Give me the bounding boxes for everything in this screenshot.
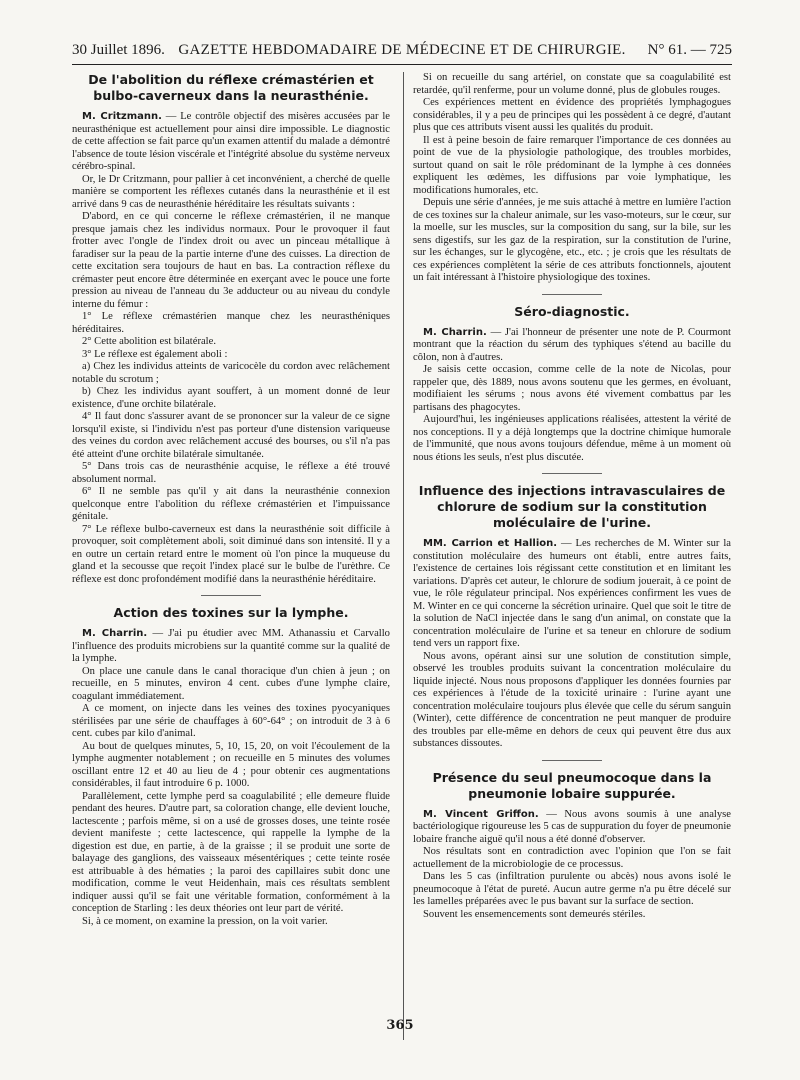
article-title-pneumocoque: Présence du seul pneumocoque dans la pneumonie lobaire suppurée. [432,769,712,801]
article-paragraph: Ces expériences mettent en évidence des propriétés lymphagogues considérables, il y a peu de principes qui les possèdent à ce degré, d'autant plus que ces attributs visent aussi les qualités du produit. [413,97,731,133]
author-name: MM. Carrion et Hallion. [423,538,558,549]
section-rule [542,760,602,761]
article-paragraph: a) Chez les individus atteints de varicocèle du cordon avec relâchement notable du scrotum ; [72,361,390,385]
article-paragraph: MM. Carrion et Hallion. — Les recherches de M. Winter sur la constitution moléculaire des humeurs ont établi, entre autres faits, l'existence de certaines lois régissant cette constitution et en limitant les variations. D'après cet auteur, le chlorure de sodium jouerait, à ce point de vue, le rôle régulateur principal. Nos expériences confirment les vues de M. Winter en ce qui concerne la sécrétion urinaire. Quel que soit le titre de la solution de NaCl injectée dans le sang d'un animal, on constate que la concentration moléculaire de l'urine et sa teneur en chlorure de sodium tend vers un rapport fixe. [413,538,732,649]
article-paragraph: 7° Le réflexe bulbo-caverneux est dans la neurasthénie soit difficile à provoquer, soit complètement aboli, soit diminué dans son intensité. Il y a en outre un certain retard entre le moment où l'on pince la muqueuse du gland et la secousse que reçoit l'index placé sur le bulbe de l'urèthre. Ce réflexe est donc profondément modifié dans la neurasthénie héréditaire. [72,523,390,585]
article-paragraph: Au bout de quelques minutes, 5, 10, 15, 20, on voit l'écoulement de la lymphe augmenter notablement ; on recueille en 5 minutes des volumes oscillant entre 12 et 40 au lieu de 4 ; pour obtenir ces augmentations considérables, il faut introduire 6 p. 1000. [72,740,390,789]
article-title-reflexe: De l'abolition du réflexe crémastérien et bulbo-caverneux dans la neurasthénie. [88,72,374,103]
article-paragraph: M. Critzmann. — Le contrôle objectif des misères accusées par le neurasthénique est actuellement pour ainsi dire impossible. Le diagnostic de cette affection se fait parce qu'un examen attentif du malade a démontré l'absence de toute lésion viscérale et l'intégrité absolue du système nerveux cérébro-spinal. [72,111,390,172]
section-rule [201,595,261,596]
column-divider [403,72,404,1040]
article-paragraph: Parallèlement, cette lymphe perd sa coagulabilité ; elle demeure fluide pendant des heures. D'autre part, sa coloration change, elle devient louche, lactescente ; parfois même, si on a usé de grosses doses, une teinte rosée devient manifeste ; cette lactescence, qui rappelle la lymphe de la digestion est due, en partie, à de la graisse ; il se produit une sorte de balayage des ganglions, des vaisseaux mésentériques ; cette teinte rosée est attribuable à des hématies ; la paroi des capillaires subit donc une modification, comme le veut Heidenhain, mais ces résultats semblent indiquer aussi qu'il se fait une véritable formation, conformément à la conception de Starling : les deux théories ont leur part de vérité. [72,790,390,914]
article-title-toxines: Action des toxines sur la lymphe. [113,605,349,620]
article-paragraph: Or, le Dr Critzmann, pour pallier à cet inconvénient, a cherché de quelle manière se comportent les réflexes cutanés dans la neurasthénie et il est arrivé dans 9 cas de neurasthénie héréditaire les résultats suivants : [72,173,390,210]
article-paragraph: D'abord, en ce qui concerne le réflexe crémastérien, il ne manque presque jamais chez les individus normaux. Pour le provoquer il faut frotter avec l'ongle de l'index droit ou avec un pinceau métallique à faradiser sur la peau de la partie interne d'une des cuisses. La direction de cette excitation sera toujours de haut en bas. La contraction réflexe du crémaster peut encore être déterminée en exerçant avec le pouce une forte pression au niveau de l'anneau du 3e adducteur ou au niveau du condyle interne du fémur : [72,211,390,310]
article-paragraph: 3° Le réflexe est également aboli : [82,348,228,360]
article-paragraph: 6° Il ne semble pas qu'il y ait dans la neurasthénie connexion quelconque entre l'abolition du réflexe crémastérien et l'impuissance génitale. [72,486,390,522]
article-paragraph: 5° Dans trois cas de neurasthénie acquise, le réflexe a été trouvé absolument normal. [72,461,390,485]
article-paragraph: Je saisis cette occasion, comme celle de la note de Nicolas, pour rappeler que, dès 1889, nous avons soutenu que les germes, en évoluant, modifiaient les sérums ; nous avons été vivement combattus par les partisans des phagocytes. [413,364,731,413]
article-paragraph: Si, à ce moment, on examine la pression, on la voit varier. [82,915,328,927]
article-paragraph: Aujourd'hui, les ingénieuses applications réalisées, attestent la vérité de nos conceptions. Il y a déjà longtemps que la doctrine chimique humorale de l'immunité, que nous avons toujours défendue, même à un moment où nous étions les seuls, n'est plus discutée. [413,414,731,463]
article-paragraph: Souvent les ensemencements sont demeurés stériles. [423,908,646,920]
author-name: M. Charrin. [82,628,148,639]
author-name: M. Critzmann. [82,111,162,122]
running-header [72,38,732,65]
article-paragraph: Nous avons, opérant ainsi sur une solution de constitution simple, observé les troubles produits suivant la concentration moléculaire du liquide injecté. Nous nous proposons d'appliquer les données fournies par ces expériences à l'étude de la toxicité urinaire : l'urine ayant une concentration moléculaire toujours plus élevée que celle du sérum sanguin (Winter), cette différence de concentration ne peut manquer de produire des troubles par elle-même en dehors de ceux qui peuvent être dus aux substances dissoutes. [413,650,731,749]
article-title-chlorure: Influence des injections intravasculaires de chlorure de sodium sur la constitution moléculaire de l'urine. [418,483,726,530]
article-paragraph: Si on recueille du sang artériel, on constate que sa coagulabilité est retardée, qu'il renferme, pour un volume donné, plus de globules rouges. [413,72,731,96]
article-paragraph: Il est à peine besoin de faire remarquer l'importance de ces données au point de vue de la physiologie pathologique, des troubles morbides, surtout quand on sait le rôle prédominant de la lymphe à ces données expliquent les œdèmes, les diffusions par voie lymphatique, les modifications humorales, etc. [413,134,731,196]
author-name: M. Vincent Griffon. [423,808,539,820]
section-rule [542,473,602,474]
journal-title: GAZETTE HEBDOMADAIRE DE MÉDECINE ET DE CHIRURGIE. [178,42,626,58]
article-paragraph: A ce moment, on injecte dans les veines des toxines pyocyaniques stérilisées par une série de chauffages à 60°-64° ; on introduit de 3 à 6 cent. cubes par kilo d'animal. [72,703,390,739]
article-title-sero: Séro-diagnostic. [514,303,630,319]
article-paragraph: M. Vincent Griffon. — Nous avons soumis à une analyse bactériologique rigoureuse les 5 cas de suppuration du foyer de pneumonie lobaire franche aiguë qu'il nous a été donné d'observer. [413,808,731,845]
article-paragraph: Depuis une série d'années, je me suis attaché à mettre en lumière l'action de ces toxines sur la chaleur animale, sur les vaso-moteurs, sur le cœur, sur la moelle, sur les muscles, sur la composition du sang, sur la bile, sur les sens digestifs, sur les gaz de la respiration, sur la constitution de l'urine, sur les échanges, sur le glycogène, etc., etc. ; je crois que les résultats de ces expériences complètent la série de ces attributs fonctionnels, ajoutent un fait intéressant à l'histoire physiologique des toxines. [413,197,731,283]
issue-number: N° 61. — 725 [647,42,732,58]
section-rule [542,294,602,295]
article-paragraph: Nos résultats sont en contradiction avec l'opinion que l'on se fait actuellement de la microbiologie de ce processus. [413,846,731,870]
article-paragraph: 1° Le réflexe crémastérien manque chez les neurasthéniques héréditaires. [72,311,390,335]
author-name: M. Charrin. [423,326,487,338]
article-paragraph: On place une canule dans le canal thoracique d'un chien à jeun ; on recueille, en 5 minutes, environ 4 cent. cubes d'une lymphe claire, coagulant immédiatement. [72,665,390,702]
article-paragraph: b) Chez les individus ayant souffert, à un moment donné de leur existence, d'une orchite bilatérale. [72,386,390,410]
page-number: 365 [386,1018,414,1033]
article-paragraph: M. Charrin. — J'ai l'honneur de présenter une note de P. Courmont montrant que la réaction du sérum des typhiques s'étend au bacille du côlon, non à d'autres. [413,326,732,363]
header-date: 30 Juillet 1896. [72,42,165,58]
article-paragraph: M. Charrin. — J'ai pu étudier avec MM. Athanassiu et Carvallo l'influence des produits microbiens sur la quantité comme sur la qualité de la lymphe. [72,628,390,664]
article-paragraph: 2° Cette abolition est bilatérale. [82,336,216,347]
article-paragraph: 4° Il faut donc s'assurer avant de se prononcer sur la valeur de ce signe lorsqu'il existe, si l'individu n'est pas porteur d'une distension variqueuse des veines du cordon avec relâchement accusé des bourses, ou s'il n'a pas été atteint d'une orchite bilatérale simultanée. [72,411,390,460]
left-column [72,72,390,928]
article-paragraph: Dans les 5 cas (infiltration purulente ou abcès) nous avons isolé le pneumocoque à l'état de pureté. Aucun autre germe n'a pu être décelé sur les lamelles préparées avec le pus bavant sur la surface de section. [413,871,731,907]
right-column [413,72,731,921]
